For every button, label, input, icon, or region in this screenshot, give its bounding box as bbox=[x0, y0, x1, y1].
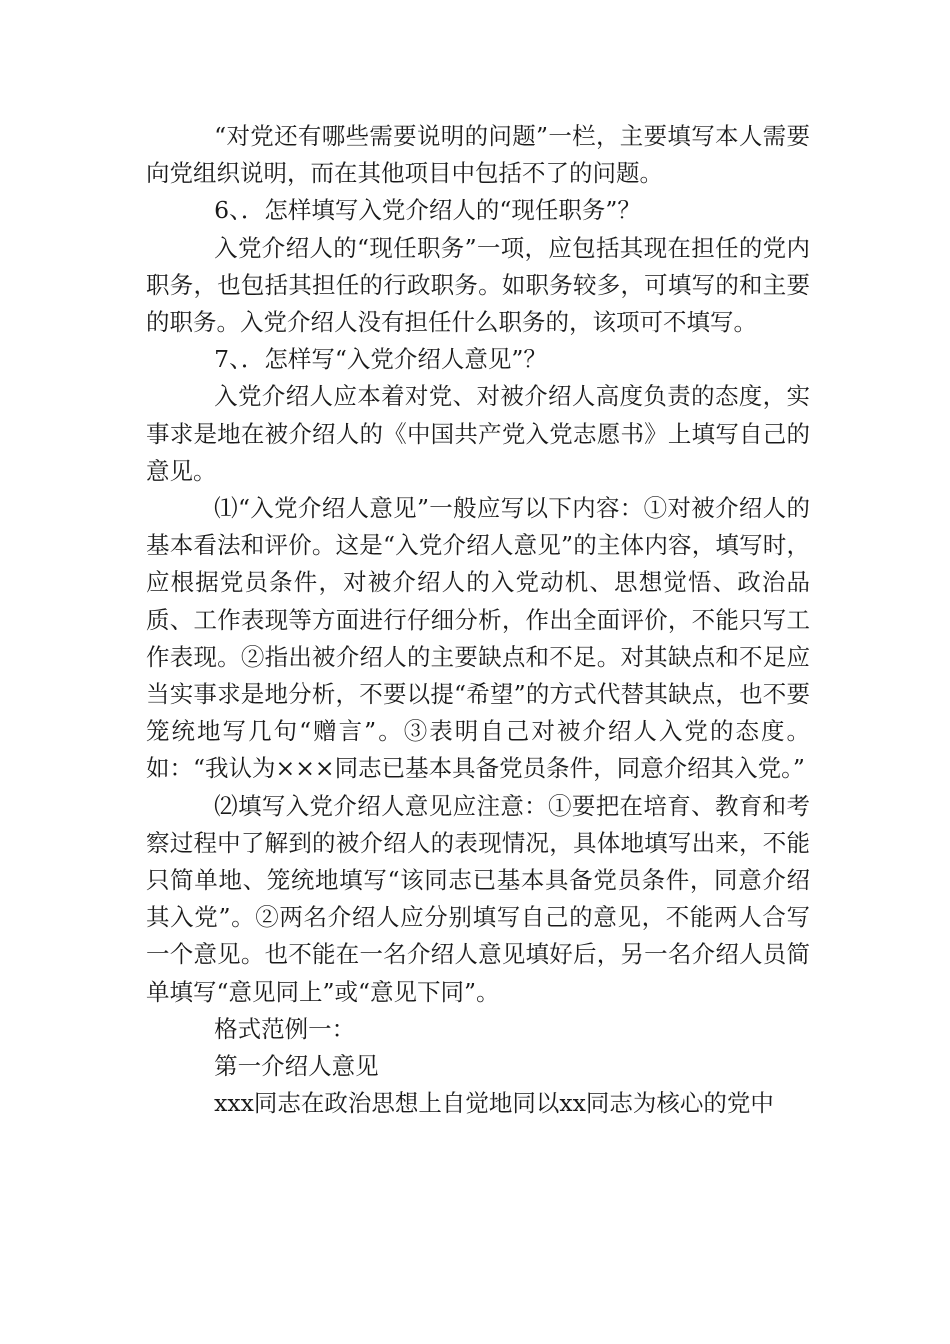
heading-question-7: 7、．怎样写“入党介绍人意见”？ bbox=[214, 345, 547, 374]
paragraph-explanation-column: “对党还有哪些需要说明的问题”一栏，主要填写本人需要向党组织说明，而在其他项目中包括不了的问题。 bbox=[146, 122, 810, 188]
paragraph-example-opening: xxx同志在政治思想上自觉地同以xx同志为核心的党中 bbox=[214, 1089, 774, 1118]
heading-question-6: 6、．怎样填写入党介绍人的“现任职务”？ bbox=[214, 196, 641, 225]
paragraph-introducer-attitude: 入党介绍人应本着对党、对被介绍人高度负责的态度，实事求是地在被介绍人的《中国共产党入党志愿书》上填写自己的意见。 bbox=[146, 382, 810, 485]
document-body bbox=[146, 118, 810, 1122]
heading-format-example: 格式范例一： bbox=[214, 1014, 356, 1043]
paragraph-opinion-content: ⑴“入党介绍人意见”一般应写以下内容：①对被介绍人的基本看法和评价。这是“入党介绍人意见”的主体内容，填写时，应根据党员条件，对被介绍人的入党动机、思想觉悟、政治品质、工作表现等方面进行仔细分析，作出全面评价，不能只写工作表现。②指出被介绍人的主要缺点和不足。对其缺点和不足应当实事求是地分析，不要以提“希望”的方式代替其缺点，也不要笼统地写几句“赠言”。③表明自己对被介绍人入党的态度。如：“我认为×××同志已基本具备党员条件，同意介绍其入党。” bbox=[146, 494, 810, 783]
paragraph-current-position: 入党介绍人的“现任职务”一项，应包括其现在担任的党内职务，也包括其担任的行政职务。如职务较多，可填写的和主要的职务。入党介绍人没有担任什么职务的，该项可不填写。 bbox=[146, 233, 810, 337]
paragraph-opinion-notes: ⑵填写入党介绍人意见应注意：①要把在培育、教育和考察过程中了解到的被介绍人的表现情况，具体地填写出来，不能只简单地、笼统地填写“该同志已基本具备党员条件，同意介绍其入党”。②两名介绍人应分别填写自己的意见，不能两人合写一个意见。也不能在一名介绍人意见填好后，另一名介绍人员简单填写“意见同上”或“意见下同”。 bbox=[146, 791, 810, 1006]
heading-first-introducer-opinion: 第一介绍人意见 bbox=[214, 1052, 379, 1081]
